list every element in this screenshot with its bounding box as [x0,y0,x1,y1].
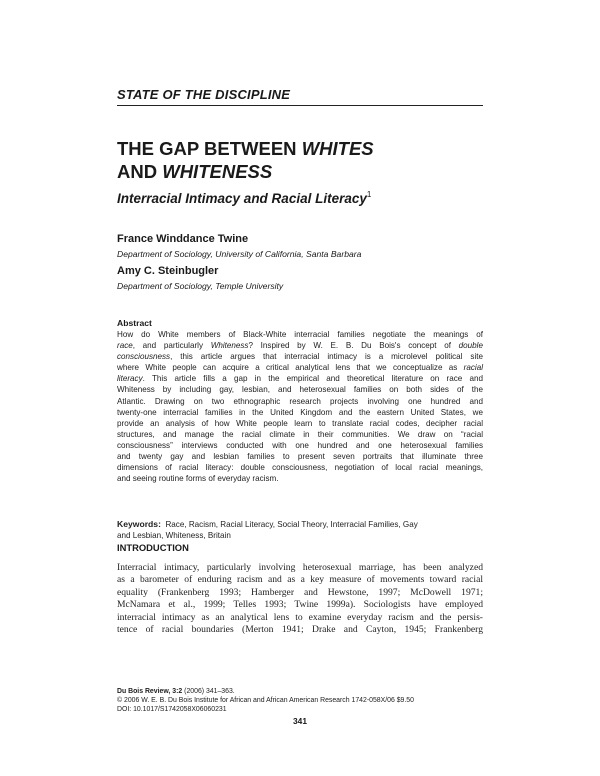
abstract-line [117,373,483,384]
author-name: France Winddance Twine [117,233,249,245]
abstract-italic-term: literacy [117,374,143,384]
journal-name: Du Bois Review, 3:2 [117,688,183,695]
abstract-line [117,329,483,340]
abstract-line [117,351,483,362]
abstract-line [117,362,483,373]
abstract-line [117,396,483,407]
keywords-block [117,519,483,542]
abstract-text: provide an analysis of how White people learn to translate racial codes, decipher racial [117,418,483,428]
abstract-text: , this article argues that interracial intimacy is a microlevel political site [170,352,483,362]
abstract-italic-term: racial [463,363,483,373]
author-affiliation: Department of Sociology, Temple University [117,281,284,291]
body-line: McNamara et al., 1999; Telles 1993; Twine 1999a). Sociologists have employed [117,599,483,611]
title-line-1-prefix: THE GAP BETWEEN [117,138,302,159]
author-block-1 [117,233,361,259]
journal-pages: (2006) 341–363. [182,688,235,695]
body-line: Interracial intimacy, particularly involving heterosexual marriage, has been analyzed [117,562,483,573]
abstract-text: and twenty gay and lesbian families to present seven portraits that illuminate three [117,452,483,462]
introduction-body [117,562,483,636]
abstract-italic-term: consciousness [117,352,171,362]
journal-citation [117,687,414,696]
body-line: equality (Frankenberg 1993; Hamberger and Hewstone, 1997; McDowell 1971; [117,586,483,598]
abstract-text: where White people can acquire a critical analytical lens that we conceptualize as [117,363,464,373]
abstract-line [117,440,483,451]
title-line-2-prefix: AND [117,161,163,182]
author-name: Amy C. Steinbugler [117,265,219,277]
abstract-line [117,340,483,351]
abstract-line [117,473,483,484]
abstract-line [117,384,483,395]
keywords-line-1 [117,519,483,530]
page-number: 341 [293,716,307,726]
abstract-text: twenty-one interracial families in the United Kingdom and the eastern United States, we [117,407,483,417]
abstract-text: Whiteness by including gay, lesbian, and heterosexual families on both sides of the [117,385,483,395]
body-line: tence of racial boundaries (Merton 1941; Drake and Cayton, 1945; Frankenberg [117,624,483,636]
abstract-italic-term: Whiteness [210,341,249,351]
keywords-line-2: and Lesbian, Whiteness, Britain [117,531,231,541]
keywords-label: Keywords: [117,519,161,529]
abstract-text: consciousness” interviews conducted with one hundred and one heterosexual families [117,440,483,450]
author-affiliation: Department of Sociology, University of California, Santa Barbara [117,249,362,259]
title-line-2-italic: WHITENESS [162,161,273,182]
section-rule [117,105,483,106]
abstract-text: and seeing routine forms of everyday racism. [117,474,279,484]
publication-footer [117,687,414,715]
abstract-italic-term: double [458,341,483,351]
footnote-marker[interactable]: 1 [366,190,372,199]
abstract-text: structures, and manage the racial climate in their communities. We draw on “racial [117,429,483,439]
section-label: STATE OF THE DISCIPLINE [117,87,291,102]
keywords-list: Race, Racism, Racial Literacy, Social Theory, Interracial Families, Gay [165,520,418,529]
abstract-heading: Abstract [117,318,152,328]
body-line: interracial intimacy as an analytical lens to examine everyday racism and the persis- [117,611,483,623]
article-subtitle [117,190,371,206]
abstract-italic-term: race [117,341,133,351]
abstract-line [117,429,483,440]
subtitle-text: Interracial Intimacy and Racial Literacy [117,191,367,206]
abstract-text: . This article fills a gap in the empirical and theoretical literature on race and [142,374,483,384]
abstract-text: dimensions of racial literacy: double consciousness, negotiation of local racial meanings, [117,463,483,473]
doi-link[interactable]: DOI: 10.1017/S1742058X06060231 [117,706,227,714]
title-line-1-italic: WHITES [301,138,374,159]
body-line: as a barometer of enduring racism and as a key measure of movements toward racial [117,574,483,586]
abstract-text: How do White members of Black-White interracial families negotiate the meanings of [117,330,483,339]
abstract-text: , and particularly [132,341,211,351]
abstract-text: ? Inspired by W. E. B. Du Bois's concept of [248,341,459,351]
article-title [117,137,497,183]
abstract-line [117,418,483,429]
abstract-line [117,407,483,418]
author-block-2 [117,265,283,291]
introduction-heading: INTRODUCTION [117,542,189,553]
copyright-line: © 2006 W. E. B. Du Bois Institute for African and African American Research 1742-058X/06 $9.50 [117,697,414,705]
abstract-text: Atlantic. Drawing on two ethnographic research projects involving one hundred and [117,396,483,406]
abstract-body [117,329,483,484]
title-line-2 [117,160,497,183]
title-line-1 [117,137,497,160]
abstract-line [117,451,483,462]
abstract-line [117,462,483,473]
